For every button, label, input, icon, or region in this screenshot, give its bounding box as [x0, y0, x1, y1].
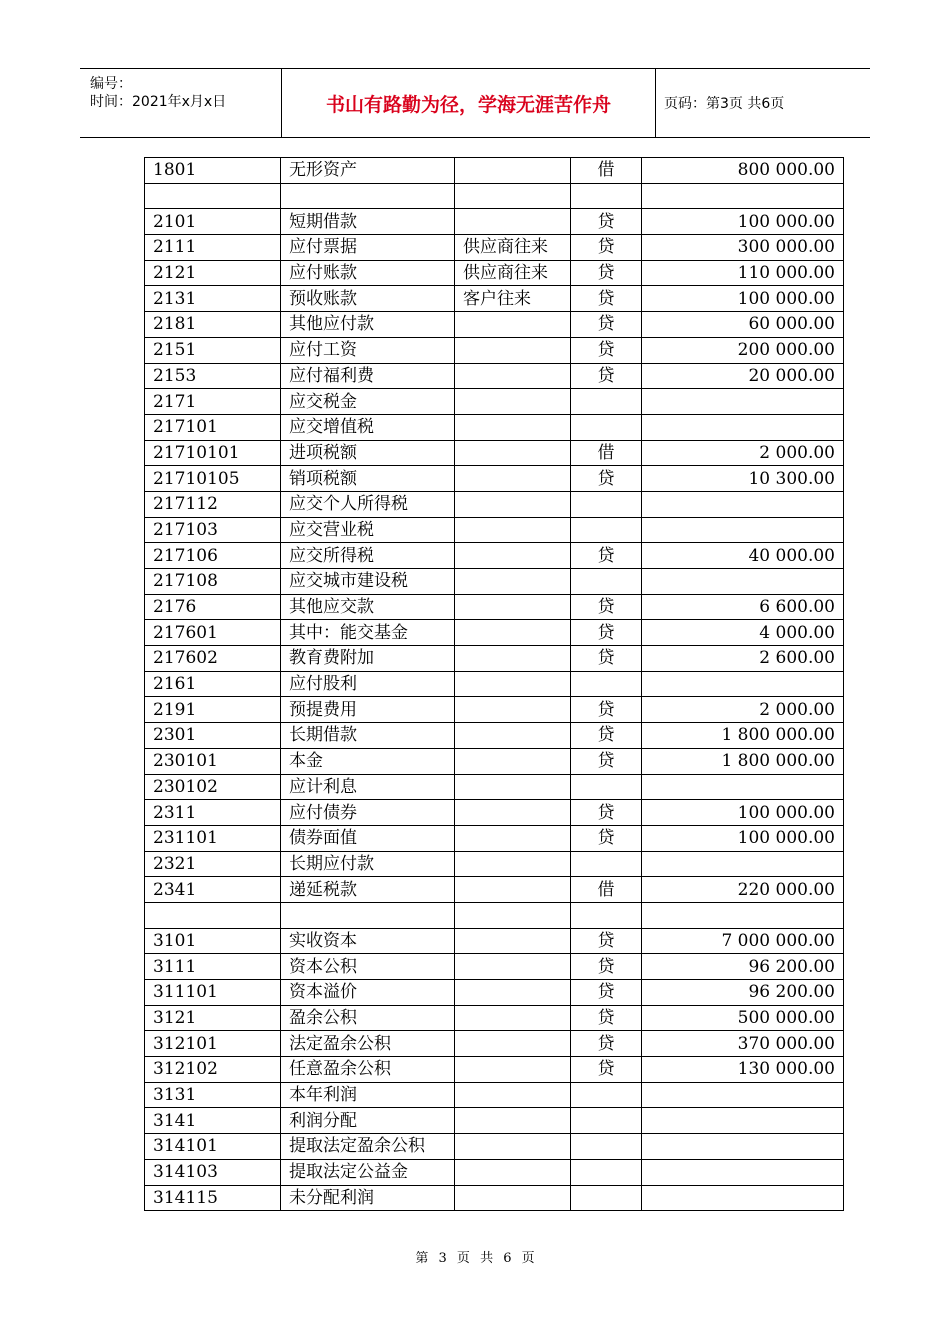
- balance-amount-cell: 96 200.00: [642, 954, 844, 980]
- balance-direction-cell: [571, 1134, 642, 1160]
- auxiliary-cell: [455, 877, 571, 903]
- balance-amount-cell: [642, 517, 844, 543]
- balance-amount-cell: 370 000.00: [642, 1031, 844, 1057]
- balance-direction-cell: [571, 902, 642, 928]
- account-name-cell: 应交增值税: [281, 414, 455, 440]
- account-code-cell: 3141: [145, 1108, 281, 1134]
- auxiliary-cell: 供应商往来: [455, 235, 571, 261]
- balance-amount-cell: [642, 1134, 844, 1160]
- account-ledger-table: [144, 157, 844, 1211]
- account-name-cell: 资本公积: [281, 954, 455, 980]
- auxiliary-cell: [455, 1057, 571, 1083]
- balance-direction-cell: 贷: [571, 1005, 642, 1031]
- account-name-cell: 教育费附加: [281, 646, 455, 672]
- table-row: [145, 1185, 844, 1211]
- table-row: [145, 928, 844, 954]
- account-code-cell: 2121: [145, 260, 281, 286]
- balance-direction-cell: [571, 671, 642, 697]
- balance-direction-cell: 贷: [571, 800, 642, 826]
- table-row: [145, 825, 844, 851]
- auxiliary-cell: 供应商往来: [455, 260, 571, 286]
- table-row: [145, 466, 844, 492]
- account-code-cell: 3111: [145, 954, 281, 980]
- account-name-cell: 未分配利润: [281, 1185, 455, 1211]
- account-code-cell: 2176: [145, 594, 281, 620]
- balance-direction-cell: 贷: [571, 748, 642, 774]
- auxiliary-cell: [455, 980, 571, 1006]
- account-name-cell: 应交城市建设税: [281, 569, 455, 595]
- auxiliary-cell: [455, 774, 571, 800]
- account-name-cell: 债券面值: [281, 825, 455, 851]
- auxiliary-cell: [455, 928, 571, 954]
- account-code-cell: 2321: [145, 851, 281, 877]
- table-row: [145, 517, 844, 543]
- account-name-cell: 应付股利: [281, 671, 455, 697]
- account-name-cell: 应付票据: [281, 235, 455, 261]
- auxiliary-cell: [455, 440, 571, 466]
- balance-direction-cell: 贷: [571, 980, 642, 1006]
- account-code-cell: 230102: [145, 774, 281, 800]
- account-code-cell: 2301: [145, 723, 281, 749]
- account-code-cell: 314103: [145, 1159, 281, 1185]
- account-name-cell: 预收账款: [281, 286, 455, 312]
- account-name-cell: 长期借款: [281, 723, 455, 749]
- account-code-cell: 230101: [145, 748, 281, 774]
- auxiliary-cell: [455, 414, 571, 440]
- table-row: [145, 312, 844, 338]
- balance-direction-cell: 借: [571, 158, 642, 184]
- table-row: [145, 980, 844, 1006]
- balance-direction-cell: [571, 774, 642, 800]
- account-code-cell: 3131: [145, 1082, 281, 1108]
- balance-direction-cell: 贷: [571, 954, 642, 980]
- auxiliary-cell: [455, 902, 571, 928]
- table-row: [145, 1159, 844, 1185]
- balance-amount-cell: 7 000 000.00: [642, 928, 844, 954]
- account-name-cell: 进项税额: [281, 440, 455, 466]
- account-code-cell: 2191: [145, 697, 281, 723]
- account-name-cell: 预提费用: [281, 697, 455, 723]
- account-name-cell: 提取法定盈余公积: [281, 1134, 455, 1160]
- balance-amount-cell: 130 000.00: [642, 1057, 844, 1083]
- balance-direction-cell: [571, 389, 642, 415]
- balance-amount-cell: [642, 183, 844, 209]
- account-code-cell: 217112: [145, 491, 281, 517]
- table-row: [145, 774, 844, 800]
- footer-page: 3: [438, 1251, 447, 1266]
- balance-amount-cell: [642, 1082, 844, 1108]
- auxiliary-cell: [455, 517, 571, 543]
- table-row: [145, 235, 844, 261]
- table-row: [145, 158, 844, 184]
- auxiliary-cell: [455, 671, 571, 697]
- auxiliary-cell: [455, 389, 571, 415]
- balance-direction-cell: 贷: [571, 620, 642, 646]
- table-row: [145, 440, 844, 466]
- auxiliary-cell: [455, 825, 571, 851]
- balance-direction-cell: [571, 517, 642, 543]
- balance-amount-cell: 6 600.00: [642, 594, 844, 620]
- balance-amount-cell: 1 800 000.00: [642, 748, 844, 774]
- date-label: 时间：2021年x月x日: [90, 94, 227, 110]
- ledger-body: [145, 158, 844, 1211]
- balance-direction-cell: [571, 414, 642, 440]
- balance-amount-cell: 500 000.00: [642, 1005, 844, 1031]
- account-code-cell: 21710101: [145, 440, 281, 466]
- balance-direction-cell: 贷: [571, 235, 642, 261]
- account-name-cell: 应付账款: [281, 260, 455, 286]
- balance-direction-cell: 贷: [571, 363, 642, 389]
- auxiliary-cell: [455, 697, 571, 723]
- balance-direction-cell: 贷: [571, 260, 642, 286]
- balance-direction-cell: 贷: [571, 312, 642, 338]
- account-name-cell: 资本溢价: [281, 980, 455, 1006]
- balance-amount-cell: [642, 774, 844, 800]
- auxiliary-cell: [455, 491, 571, 517]
- table-row: [145, 594, 844, 620]
- account-name-cell: 应交税金: [281, 389, 455, 415]
- header-motto: 书山有路勤为径，学海无涯苦作舟: [282, 69, 656, 137]
- balance-amount-cell: 100 000.00: [642, 800, 844, 826]
- account-name-cell: [281, 183, 455, 209]
- balance-amount-cell: [642, 491, 844, 517]
- balance-amount-cell: [642, 851, 844, 877]
- account-name-cell: 递延税款: [281, 877, 455, 903]
- balance-amount-cell: 96 200.00: [642, 980, 844, 1006]
- auxiliary-cell: [455, 363, 571, 389]
- balance-direction-cell: [571, 183, 642, 209]
- auxiliary-cell: [455, 466, 571, 492]
- account-name-cell: 其中：能交基金: [281, 620, 455, 646]
- account-code-cell: 217601: [145, 620, 281, 646]
- balance-direction-cell: [571, 851, 642, 877]
- balance-amount-cell: 40 000.00: [642, 543, 844, 569]
- balance-direction-cell: [571, 1108, 642, 1134]
- account-code-cell: 217103: [145, 517, 281, 543]
- account-code-cell: 2131: [145, 286, 281, 312]
- balance-direction-cell: 贷: [571, 337, 642, 363]
- balance-amount-cell: 800 000.00: [642, 158, 844, 184]
- balance-amount-cell: 100 000.00: [642, 286, 844, 312]
- footer-ye: 页: [456, 1251, 470, 1266]
- account-code-cell: 311101: [145, 980, 281, 1006]
- account-code-cell: [145, 902, 281, 928]
- account-code-cell: 2181: [145, 312, 281, 338]
- account-name-cell: 应付债券: [281, 800, 455, 826]
- table-row: [145, 954, 844, 980]
- account-code-cell: 2101: [145, 209, 281, 235]
- footer-total: 6: [503, 1251, 512, 1266]
- auxiliary-cell: [455, 1031, 571, 1057]
- balance-amount-cell: [642, 1159, 844, 1185]
- balance-direction-cell: 贷: [571, 286, 642, 312]
- balance-amount-cell: 4 000.00: [642, 620, 844, 646]
- auxiliary-cell: [455, 569, 571, 595]
- account-name-cell: 应付福利费: [281, 363, 455, 389]
- account-name-cell: 无形资产: [281, 158, 455, 184]
- auxiliary-cell: [455, 594, 571, 620]
- table-row: [145, 260, 844, 286]
- auxiliary-cell: [455, 1185, 571, 1211]
- balance-amount-cell: 1 800 000.00: [642, 723, 844, 749]
- account-name-cell: 其他应交款: [281, 594, 455, 620]
- balance-direction-cell: 贷: [571, 723, 642, 749]
- balance-amount-cell: [642, 671, 844, 697]
- header-page-number: [664, 69, 870, 137]
- auxiliary-cell: [455, 1082, 571, 1108]
- account-code-cell: 2111: [145, 235, 281, 261]
- auxiliary-cell: [455, 620, 571, 646]
- account-code-cell: 217602: [145, 646, 281, 672]
- auxiliary-cell: [455, 646, 571, 672]
- account-code-cell: [145, 183, 281, 209]
- account-name-cell: 销项税额: [281, 466, 455, 492]
- balance-amount-cell: 2 000.00: [642, 697, 844, 723]
- balance-direction-cell: 贷: [571, 594, 642, 620]
- table-row: [145, 1108, 844, 1134]
- account-code-cell: 312101: [145, 1031, 281, 1057]
- account-code-cell: 3121: [145, 1005, 281, 1031]
- account-code-cell: 2151: [145, 337, 281, 363]
- table-row: [145, 877, 844, 903]
- auxiliary-cell: 客户往来: [455, 286, 571, 312]
- account-code-cell: 21710105: [145, 466, 281, 492]
- table-row: [145, 748, 844, 774]
- table-row: [145, 620, 844, 646]
- footer-gong: 共: [480, 1251, 494, 1266]
- balance-amount-cell: 110 000.00: [642, 260, 844, 286]
- balance-amount-cell: 2 000.00: [642, 440, 844, 466]
- auxiliary-cell: [455, 1108, 571, 1134]
- auxiliary-cell: [455, 800, 571, 826]
- table-row: [145, 183, 844, 209]
- account-code-cell: 217106: [145, 543, 281, 569]
- balance-amount-cell: 20 000.00: [642, 363, 844, 389]
- auxiliary-cell: [455, 337, 571, 363]
- balance-direction-cell: [571, 1159, 642, 1185]
- table-row: [145, 1082, 844, 1108]
- balance-amount-cell: [642, 414, 844, 440]
- balance-amount-cell: 300 000.00: [642, 235, 844, 261]
- header-meta: [80, 69, 282, 137]
- account-code-cell: 217101: [145, 414, 281, 440]
- balance-direction-cell: [571, 1185, 642, 1211]
- page-label: 页码：第3页 共6页: [664, 96, 785, 112]
- account-name-cell: 提取法定公益金: [281, 1159, 455, 1185]
- account-name-cell: 任意盈余公积: [281, 1057, 455, 1083]
- balance-amount-cell: 100 000.00: [642, 209, 844, 235]
- account-name-cell: 其他应付款: [281, 312, 455, 338]
- table-row: [145, 800, 844, 826]
- balance-direction-cell: [571, 569, 642, 595]
- account-name-cell: 本年利润: [281, 1082, 455, 1108]
- account-code-cell: 312102: [145, 1057, 281, 1083]
- balance-direction-cell: 贷: [571, 209, 642, 235]
- table-row: [145, 286, 844, 312]
- auxiliary-cell: [455, 748, 571, 774]
- account-name-cell: 本金: [281, 748, 455, 774]
- balance-direction-cell: [571, 491, 642, 517]
- account-code-cell: 1801: [145, 158, 281, 184]
- table-row: [145, 209, 844, 235]
- balance-direction-cell: 贷: [571, 466, 642, 492]
- account-name-cell: 短期借款: [281, 209, 455, 235]
- balance-amount-cell: 10 300.00: [642, 466, 844, 492]
- auxiliary-cell: [455, 209, 571, 235]
- balance-direction-cell: 贷: [571, 1057, 642, 1083]
- page-footer: [0, 1247, 950, 1266]
- balance-direction-cell: 贷: [571, 646, 642, 672]
- account-code-cell: 231101: [145, 825, 281, 851]
- balance-direction-cell: [571, 1082, 642, 1108]
- table-row: [145, 569, 844, 595]
- table-row: [145, 1057, 844, 1083]
- table-row: [145, 723, 844, 749]
- footer-ye2: 页: [521, 1251, 535, 1266]
- balance-direction-cell: 贷: [571, 928, 642, 954]
- table-row: [145, 902, 844, 928]
- auxiliary-cell: [455, 1134, 571, 1160]
- table-row: [145, 1005, 844, 1031]
- balance-amount-cell: [642, 1108, 844, 1134]
- auxiliary-cell: [455, 312, 571, 338]
- table-row: [145, 337, 844, 363]
- account-name-cell: 盈余公积: [281, 1005, 455, 1031]
- account-code-cell: 2341: [145, 877, 281, 903]
- serial-label: 编号：: [90, 76, 132, 92]
- table-row: [145, 363, 844, 389]
- account-name-cell: 实收资本: [281, 928, 455, 954]
- account-code-cell: 3101: [145, 928, 281, 954]
- account-name-cell: [281, 902, 455, 928]
- footer-di: 第: [415, 1251, 429, 1266]
- table-row: [145, 1031, 844, 1057]
- account-code-cell: 2161: [145, 671, 281, 697]
- table-row: [145, 851, 844, 877]
- auxiliary-cell: [455, 1159, 571, 1185]
- table-row: [145, 389, 844, 415]
- auxiliary-cell: [455, 1005, 571, 1031]
- table-row: [145, 646, 844, 672]
- account-code-cell: 314101: [145, 1134, 281, 1160]
- table-row: [145, 414, 844, 440]
- table-row: [145, 1134, 844, 1160]
- balance-direction-cell: 借: [571, 440, 642, 466]
- balance-direction-cell: 借: [571, 877, 642, 903]
- table-row: [145, 697, 844, 723]
- auxiliary-cell: [455, 954, 571, 980]
- auxiliary-cell: [455, 183, 571, 209]
- account-name-cell: 应计利息: [281, 774, 455, 800]
- balance-amount-cell: 2 600.00: [642, 646, 844, 672]
- account-name-cell: 应交个人所得税: [281, 491, 455, 517]
- account-code-cell: 2311: [145, 800, 281, 826]
- account-name-cell: 法定盈余公积: [281, 1031, 455, 1057]
- table-row: [145, 543, 844, 569]
- auxiliary-cell: [455, 158, 571, 184]
- balance-amount-cell: 60 000.00: [642, 312, 844, 338]
- balance-direction-cell: 贷: [571, 697, 642, 723]
- account-name-cell: 长期应付款: [281, 851, 455, 877]
- account-code-cell: 314115: [145, 1185, 281, 1211]
- account-name-cell: 应交营业税: [281, 517, 455, 543]
- balance-amount-cell: [642, 389, 844, 415]
- balance-amount-cell: 200 000.00: [642, 337, 844, 363]
- account-code-cell: 217108: [145, 569, 281, 595]
- account-name-cell: 应交所得税: [281, 543, 455, 569]
- balance-direction-cell: 贷: [571, 543, 642, 569]
- account-code-cell: 2153: [145, 363, 281, 389]
- balance-amount-cell: [642, 569, 844, 595]
- account-name-cell: 利润分配: [281, 1108, 455, 1134]
- balance-amount-cell: 100 000.00: [642, 825, 844, 851]
- table-row: [145, 491, 844, 517]
- balance-direction-cell: 贷: [571, 1031, 642, 1057]
- balance-amount-cell: [642, 1185, 844, 1211]
- balance-amount-cell: 220 000.00: [642, 877, 844, 903]
- balance-amount-cell: [642, 902, 844, 928]
- account-name-cell: 应付工资: [281, 337, 455, 363]
- account-code-cell: 2171: [145, 389, 281, 415]
- balance-direction-cell: 贷: [571, 825, 642, 851]
- auxiliary-cell: [455, 723, 571, 749]
- table-row: [145, 671, 844, 697]
- auxiliary-cell: [455, 543, 571, 569]
- auxiliary-cell: [455, 851, 571, 877]
- page-header: [80, 68, 870, 138]
